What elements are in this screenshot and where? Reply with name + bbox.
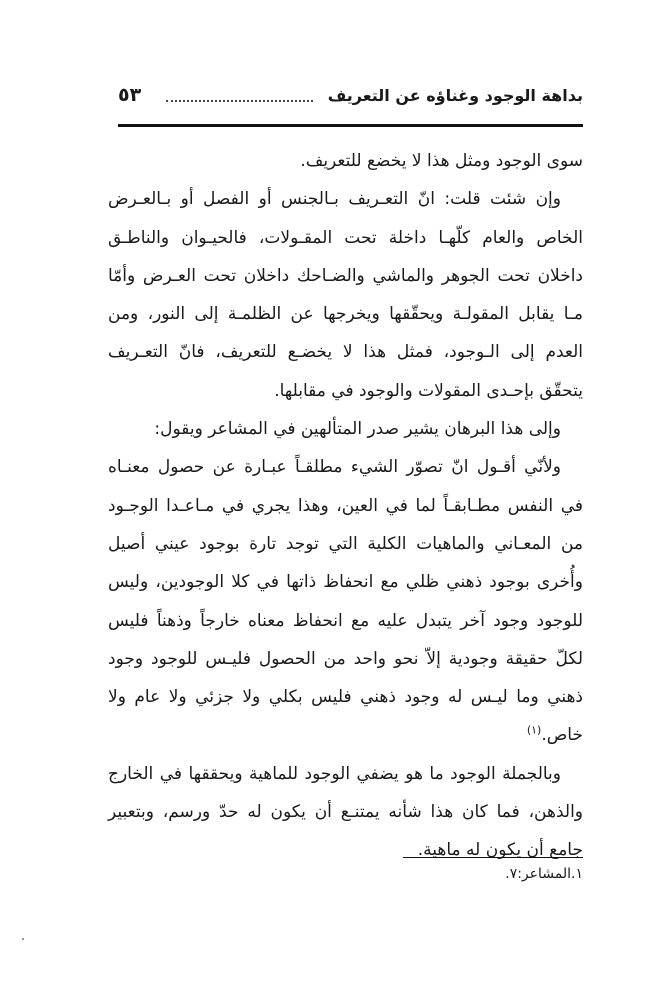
paragraph-5: وبالجملة الوجود ما هو يضفي الوجود للماهية ويحققها في الخارج والذهن، فما كان هذا شأنه يمتنـع أن يكون له حدّ ورسم، وبتعبير جامع أن يكون له ماهية.	[108, 763, 583, 861]
body-text	[108, 142, 583, 870]
footnote: ١.المشاعر:٧.	[505, 866, 583, 882]
footnote-reference: (١)	[526, 723, 542, 737]
header-rule	[118, 124, 583, 127]
footnote-rule	[403, 857, 583, 858]
paragraph-3: وإلى هذا البرهان يشير صدر المتألهين في المشاعر ويقول:	[154, 419, 561, 440]
margin-speck	[22, 938, 24, 940]
header-title: بداهة الوجود وغناؤه عن التعريف	[327, 86, 583, 105]
quote-text: ولأنّي أقـول انّ تصوّر الشيء مطلقـاً عبـارة عن حصول معنـاه في النفس مطـابقـاً لما في العين، وهذا يجري في مـاعـدا الوجـود من المعـاني والماهيات الكلية التي توجد تارة بوجود عيني أصيل وأُخرى بوجود ذهني ظلي مع انحفاظ ذاتها في كلا الوجودين، وليس للوجود وجود آخر يتبدل عليه مع انحفاظ معناه خارجاً وذهناً فليس لكلّ حقيقة وجودية إلاّ نحو واحد من الحصول فليـس للوجود وجود ذهني وما ليـس له وجود ذهني فليس بكلي ولا جزئي ولا عام ولا خاص.	[108, 457, 583, 746]
running-header	[118, 86, 583, 116]
paragraph-1: سوى الوجود ومثل هذا لا يخضع للتعريف.	[300, 151, 583, 171]
header-leader-dots	[166, 100, 313, 102]
page-number: ٥٣	[118, 84, 142, 106]
paragraph-4-quote	[108, 448, 583, 754]
paragraph-2: وإن شئت قلت: انّ التعـريف بـالجنس أو الفصل أو بـالعـرض الخاص والعام كلّهـا داخلة تحت المقـولات، فالحيـوان والناطـق داخلان تحت الجوهر والماشي والضـاحك داخلان تحت العـرض وأمّا مـا يقابل المقولـة ويحقّقها ويخرجها عن الظلمـة إلى النور، ومن العدم إلى الـوجود، فمثل هذا لا يخضـع للتعريف، فانّ التعـريف يتحقّق بإحـدى المقولات والوجود في مقابلها.	[108, 189, 583, 401]
